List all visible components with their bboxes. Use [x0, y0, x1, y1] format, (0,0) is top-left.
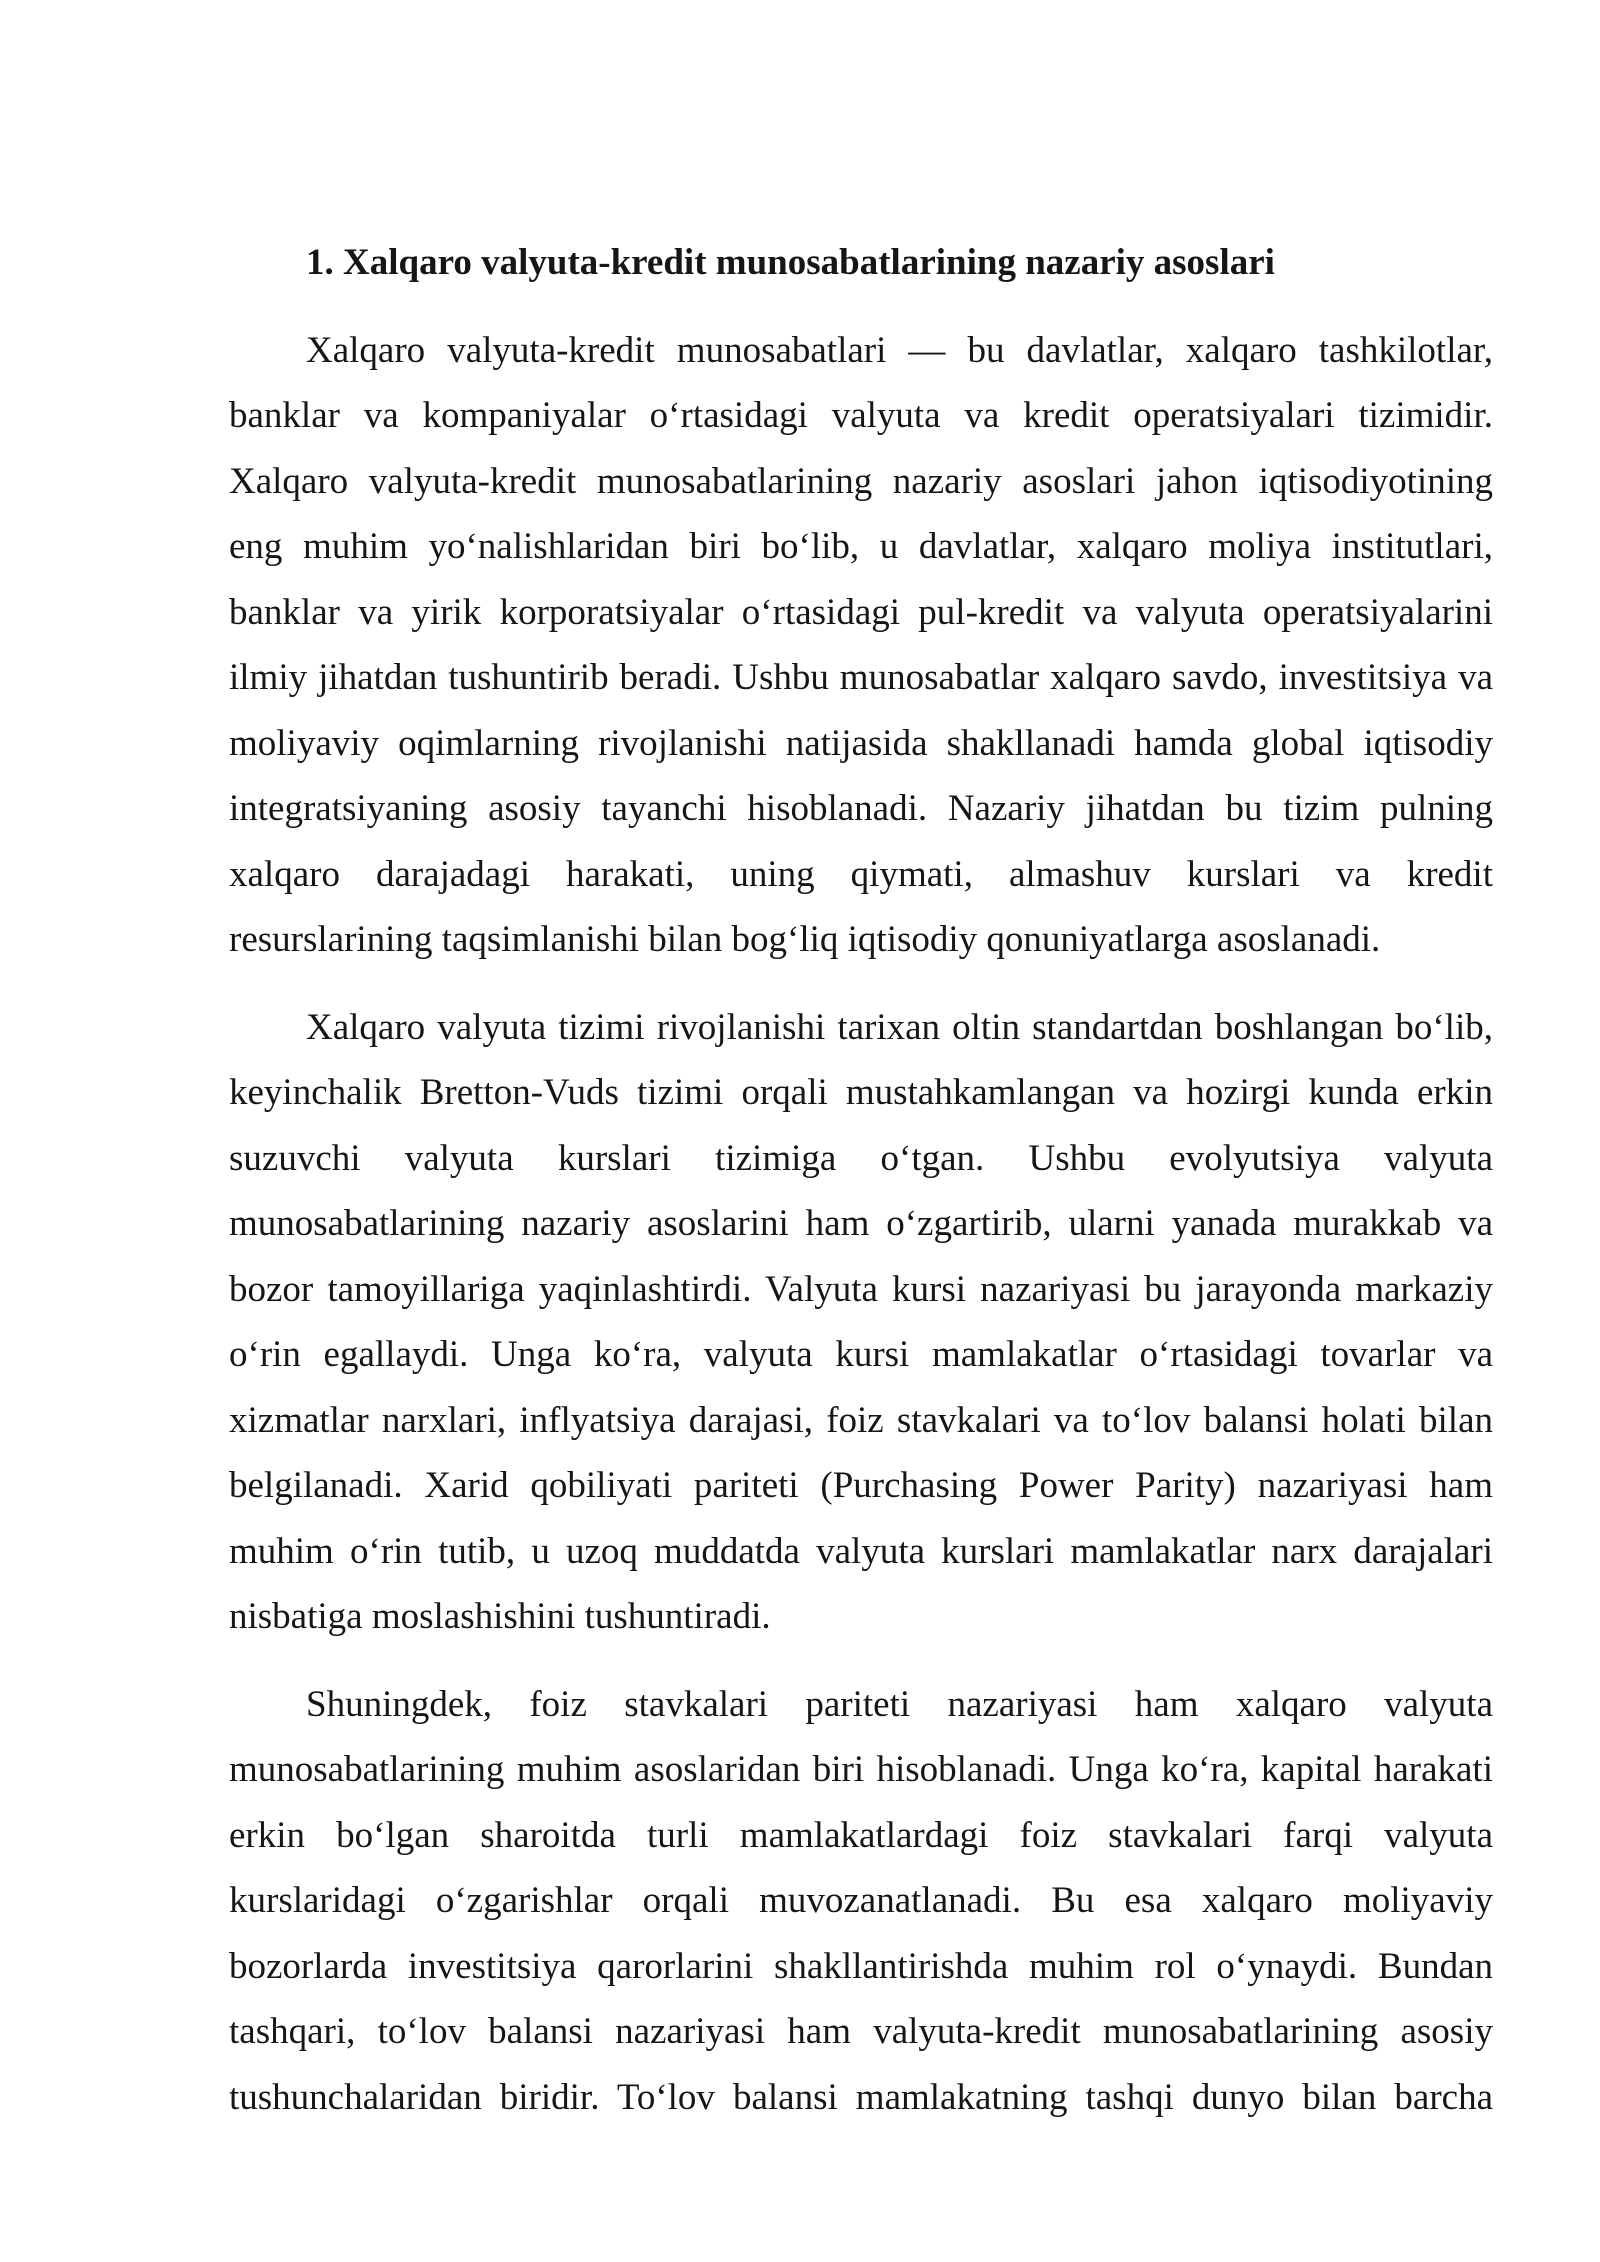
text-line: muhim o‘rin tutib, u uzoq muddatda valyuta kurslari mamlakatlar narx darajalari [229, 1530, 1493, 1572]
page-content [229, 230, 1493, 2152]
text-line: keyinchalik Bretton-Vuds tizimi orqali mustahkamlangan va hozirgi kunda erkin [229, 1072, 1493, 1113]
text-line: o‘rin egallaydi. Unga ko‘ra, valyuta kursi mamlakatlar o‘rtasidagi tovarlar va [229, 1334, 1493, 1375]
text-line: integratsiyaning asosiy tayanchi hisoblanadi. Nazariy jihatdan bu tizim pulning [229, 788, 1493, 829]
paragraph-1 [229, 318, 1493, 973]
text-line: Xalqaro valyuta-kredit munosabatlari — bu davlatlar, xalqaro tashkilotlar, [306, 329, 1493, 371]
text-line: munosabatlarining muhim asoslaridan biri hisoblanadi. Unga ko‘ra, kapital harakati [229, 1749, 1493, 1790]
text-line: nisbatiga moslashishini tushuntiradi. [229, 1596, 771, 1637]
text-line: bozorlarda investitsiya qarorlarini shakllantirishda muhim rol o‘ynaydi. Bundan [229, 1945, 1493, 1987]
paragraph-3 [229, 1672, 1493, 2131]
text-line: belgilanadi. Xarid qobiliyati pariteti (Purchasing Power Parity) nazariyasi ham [229, 1465, 1493, 1506]
text-line: banklar va kompaniyalar o‘rtasidagi valyuta va kredit operatsiyalari tizimidir. [229, 395, 1493, 436]
text-line: moliyaviy oqimlarning rivojlanishi natijasida shakllanadi hamda global iqtisodiy [229, 722, 1493, 764]
text-line: resurslarining taqsimlanishi bilan bog‘liq iqtisodiy qonuniyatlarga asoslanadi. [229, 919, 1381, 960]
paragraph-2 [229, 995, 1493, 1650]
text-line: eng muhim yo‘nalishlaridan biri bo‘lib, u davlatlar, xalqaro moliya institutlari, [229, 526, 1493, 567]
text-line: kurslaridagi o‘zgarishlar orqali muvozanatlanadi. Bu esa xalqaro moliyaviy [229, 1880, 1493, 1921]
text-line: tashqari, to‘lov balansi nazariyasi ham valyuta-kredit munosabatlarining asosiy [229, 2011, 1493, 2052]
text-line: ilmiy jihatdan tushuntirib beradi. Ushbu munosabatlar xalqaro savdo, investitsiya va [229, 657, 1493, 698]
section-heading: 1. Xalqaro valyuta-kredit munosabatlarining nazariy asoslari [306, 242, 1275, 283]
text-line: tushunchalaridan biridir. To‘lov balansi mamlakatning tashqi dunyo bilan barcha [229, 2076, 1493, 2118]
text-line: xizmatlar narxlari, inflyatsiya darajasi, foiz stavkalari va to‘lov balansi holati bilan [229, 1399, 1493, 1441]
text-line: munosabatlarining nazariy asoslarini ham o‘zgartirib, ularni yanada murakkab va [229, 1203, 1493, 1244]
text-line: Shuningdek, foiz stavkalari pariteti nazariyasi ham xalqaro valyuta [306, 1683, 1493, 1725]
text-line: erkin bo‘lgan sharoitda turli mamlakatlardagi foiz stavkalari farqi valyuta [229, 1814, 1493, 1856]
text-line: banklar va yirik korporatsiyalar o‘rtasidagi pul-kredit va valyuta operatsiyalarini [229, 591, 1493, 633]
text-line: xalqaro darajadagi harakati, uning qiymati, almashuv kurslari va kredit [229, 853, 1493, 895]
text-line: suzuvchi valyuta kurslari tizimiga o‘tgan. Ushbu evolyutsiya valyuta [229, 1137, 1493, 1179]
text-line: bozor tamoyillariga yaqinlashtirdi. Valyuta kursi nazariyasi bu jarayonda markaziy [229, 1268, 1493, 1310]
text-line: Xalqaro valyuta tizimi rivojlanishi tarixan oltin standartdan boshlangan bo‘lib, [306, 1006, 1493, 1048]
text-line: Xalqaro valyuta-kredit munosabatlarining nazariy asoslari jahon iqtisodiyotining [229, 460, 1493, 502]
